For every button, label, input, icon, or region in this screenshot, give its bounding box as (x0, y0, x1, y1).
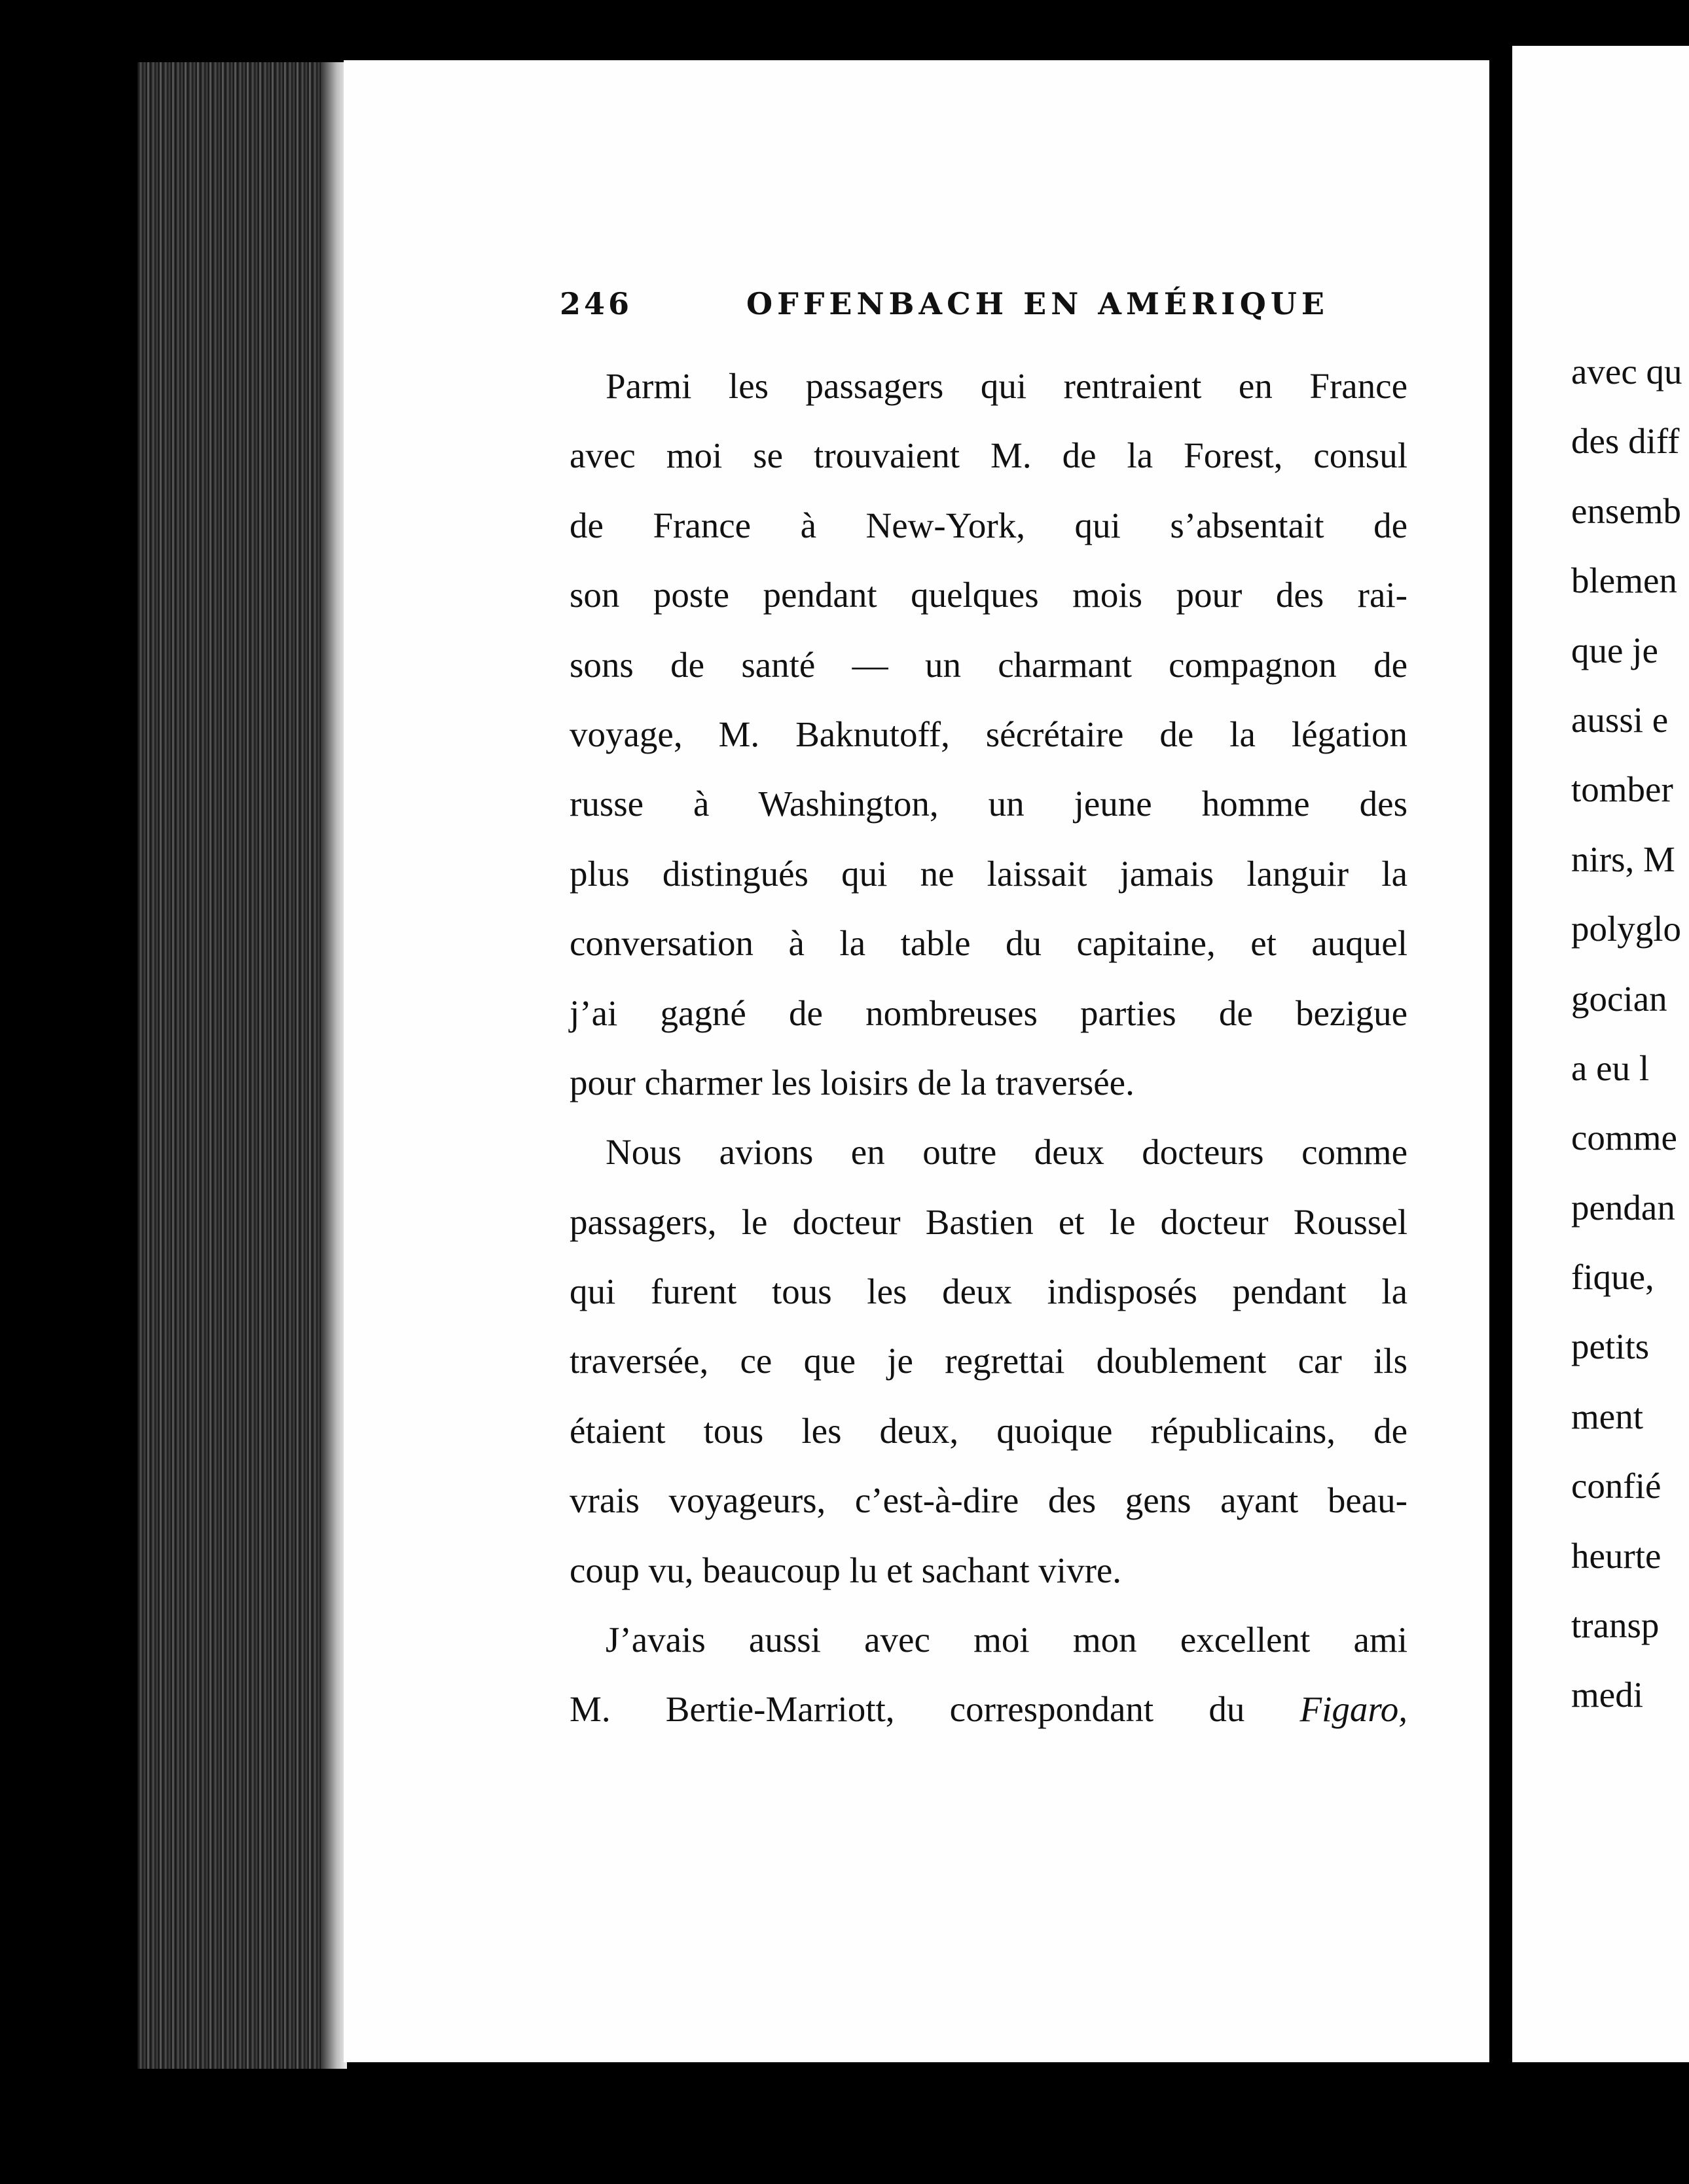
text-line (570, 630, 1408, 700)
text-line-content: Parmi les passagers qui rentraient en France (606, 366, 1408, 406)
facing-page-line: transp (1571, 1605, 1660, 1646)
text-line (570, 1326, 1408, 1396)
facing-page-line: des diff (1571, 421, 1680, 462)
facing-page-line: ensemb (1571, 490, 1682, 531)
facing-page-line: fique, (1571, 1257, 1654, 1298)
text-line-content: Nous avions en outre deux docteurs comme (606, 1132, 1408, 1173)
italic-publication-name: Figaro, (1299, 1689, 1408, 1730)
book-page-edges (137, 62, 347, 2069)
facing-page-line: medi (1571, 1675, 1643, 1715)
text-line (570, 1536, 1408, 1605)
facing-page-line: blemen (1571, 560, 1677, 601)
text-line-content: vrais voyageurs, c’est-à-dire des gens ayant beau- (570, 1480, 1408, 1521)
text-line-content: coup vu, beaucoup lu et sachant vivre. (570, 1550, 1122, 1590)
text-line (570, 769, 1408, 839)
facing-page-line: ment (1571, 1396, 1643, 1436)
facing-page-line: avec qu (1571, 352, 1682, 391)
text-line-content: J’avais aussi avec moi mon excellent ami (606, 1620, 1408, 1660)
text-line-content: avec moi se trouvaient M. de la Forest, consul (570, 435, 1408, 476)
facing-page-line: que je (1571, 630, 1658, 670)
text-line-content: j’ai gagné de nombreuses parties de bezigue (570, 992, 1408, 1033)
text-line (570, 979, 1408, 1048)
text-line (570, 352, 1408, 421)
text-line-content: son poste pendant quelques mois pour des rai- (570, 575, 1408, 615)
running-title: OFFENBACH EN AMÉRIQUE (746, 286, 1329, 321)
facing-page-text (1571, 337, 1689, 1730)
left-page (344, 60, 1489, 2062)
facing-page-line: polyglo (1571, 909, 1682, 949)
text-line-content: de France à New-York, qui s’absentait de (570, 505, 1408, 545)
text-line-content: voyage, M. Baknutoff, sécrétaire de la légation (570, 714, 1408, 754)
page-number: 246 (560, 286, 633, 321)
text-line-content: passagers, le docteur Bastien et le docteur Roussel (570, 1201, 1408, 1242)
text-line (570, 839, 1408, 909)
text-line-content: traversée, ce que je regrettai doublement car ils (570, 1341, 1408, 1381)
facing-page-line: heurte (1571, 1535, 1662, 1576)
facing-page-line: confié (1571, 1466, 1662, 1506)
text-line-content: M. Bertie-Marriott, correspondant du (570, 1689, 1245, 1730)
facing-page-line: nirs, M (1571, 839, 1675, 879)
text-line-content: conversation à la table du capitaine, et auquel (570, 923, 1408, 964)
text-line-content: pour charmer les loisirs de la traversée. (570, 1062, 1135, 1102)
text-line-content: plus distingués qui ne laissait jamais languir la (570, 853, 1408, 894)
body-text (570, 352, 1408, 1745)
facing-page-line: pendan (1571, 1187, 1675, 1228)
text-line (570, 1675, 1408, 1744)
facing-page-line: tomber (1571, 769, 1673, 810)
facing-page-line: petits (1571, 1326, 1650, 1367)
facing-page-line: aussi e (1571, 699, 1669, 740)
text-line-content: sons de santé — un charmant compagnon de (570, 644, 1408, 685)
text-line (570, 1118, 1408, 1187)
facing-page-line: gocian (1571, 978, 1667, 1019)
text-line (570, 1188, 1408, 1257)
text-line (570, 421, 1408, 490)
text-line (570, 909, 1408, 978)
text-line-content: russe à Washington, un jeune homme des (570, 784, 1408, 824)
text-line-content: qui furent tous les deux indisposés pendant la (570, 1271, 1408, 1312)
facing-page-line: comme (1571, 1118, 1677, 1158)
text-line (570, 1466, 1408, 1535)
text-line-content: étaient tous les deux, quoique républicains, de (570, 1410, 1408, 1451)
text-line (570, 1605, 1408, 1675)
text-line (570, 560, 1408, 630)
facing-page-line: a eu l (1571, 1047, 1650, 1088)
text-line (570, 1048, 1408, 1118)
text-line (570, 491, 1408, 560)
text-line (570, 1396, 1408, 1466)
text-line (570, 700, 1408, 769)
facing-page (1512, 46, 1689, 2062)
text-line (570, 1257, 1408, 1326)
